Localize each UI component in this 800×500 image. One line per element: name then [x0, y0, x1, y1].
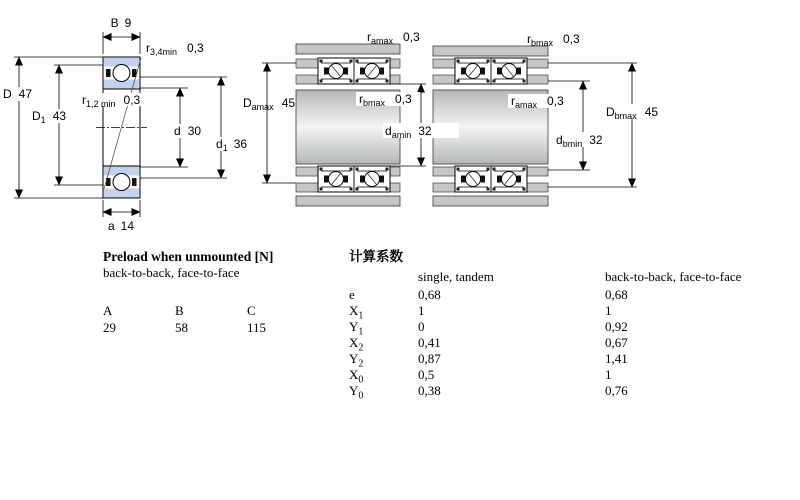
dim-D — [1, 57, 103, 198]
dim-a-label: a 14 — [107, 219, 135, 233]
dim-B — [103, 16, 140, 54]
dim-r34-label: $r_{3,4min}$ 0,3 — [146, 41, 204, 57]
shoulder-stub — [433, 75, 455, 84]
shoulder-stub — [296, 75, 318, 84]
dim-d-bmin-label: $d_{bmin}$ 32 — [556, 133, 603, 149]
cage-mark — [132, 178, 137, 186]
bearing-section — [493, 168, 526, 191]
dim-r-bmax-label-middle: $r_{bmax}$ 0,3 — [359, 92, 412, 108]
shoulder-stub — [390, 75, 400, 84]
preload-header-a: A — [103, 303, 113, 318]
housing-band-bottom — [433, 196, 548, 206]
dim-D-bmax-label: $D_{bmax}$ 45 — [606, 105, 659, 121]
mounting-diagram-right — [433, 32, 665, 206]
bearing-section — [493, 60, 526, 83]
preload-header-c: C — [247, 303, 256, 318]
factors-row-x2: $X_2$ 0,41 0,67 — [349, 335, 628, 354]
factors-col1-header: single, tandem — [418, 269, 494, 284]
shoulder-stub — [296, 59, 318, 68]
dim-D-amax — [243, 63, 296, 183]
shoulder-stub — [390, 183, 400, 192]
dim-r-bmax-label-right: $r_{bmax}$ 0,3 — [527, 32, 580, 48]
dim-r12-label: $r_{1,2 min}$ 0,3 — [82, 93, 141, 109]
dim-D1 — [30, 65, 103, 185]
factors-row-x0: $X_0$ 0,5 1 — [349, 367, 612, 386]
bearing-section — [457, 60, 490, 83]
preload-table — [103, 249, 343, 337]
shoulder-stub — [296, 167, 318, 176]
dim-d — [140, 88, 201, 167]
shoulder-stub — [433, 59, 455, 68]
shoulder-stub — [527, 59, 548, 68]
preload-table-subtitle: back-to-back, face-to-face — [103, 265, 240, 280]
dim-d1-label: $d_1$ 36 — [216, 137, 248, 153]
shoulder-stub — [390, 59, 400, 68]
preload-table-title: Preload when unmounted [N] — [103, 249, 274, 264]
shoulder-stub — [527, 183, 548, 192]
dim-D-amax-label: $D_{amax}$ 45 — [243, 96, 296, 112]
housing-band-bottom — [296, 196, 400, 206]
dim-d-label: d 30 — [174, 124, 202, 138]
calculation-factors-table — [349, 249, 779, 402]
cage-mark — [106, 69, 111, 77]
factors-row-x1: $X_1$ 1 1 — [349, 303, 612, 322]
preload-value-a: 29 — [103, 320, 116, 335]
bearing-section — [356, 60, 389, 83]
mounting-diagram-middle — [243, 30, 459, 206]
shoulder-stub — [296, 183, 318, 192]
dim-D-bmax — [548, 63, 665, 187]
bearing-cross-section — [1, 16, 248, 233]
shoulder-stub — [527, 75, 548, 84]
preload-value-b: 58 — [175, 320, 188, 335]
bearing-section — [320, 60, 353, 83]
preload-header-b: B — [175, 303, 184, 318]
factors-row-y2: $Y_2$ 0,87 1,41 — [349, 351, 628, 370]
bearing-section — [457, 168, 490, 191]
factors-row-y0: $Y_0$ 0,38 0,76 — [349, 383, 628, 402]
dim-d-amin-label: $d_{amin}$ 32 — [385, 124, 432, 140]
dim-D-label: D 47 — [3, 87, 33, 101]
dim-D1-label: $D_1$ 43 — [32, 109, 67, 125]
factors-row-e: e 0,68 0,68 — [349, 287, 628, 302]
preload-value-row — [103, 320, 343, 337]
factors-col2-header: back-to-back, face-to-face — [605, 269, 742, 284]
ball-top — [113, 65, 130, 82]
dim-B-label: B 9 — [110, 16, 132, 30]
shoulder-stub — [433, 167, 455, 176]
shoulder-stub — [433, 183, 455, 192]
shoulder-stub — [527, 167, 548, 176]
dim-r-bmax-middle — [356, 92, 420, 108]
bearing-section — [320, 168, 353, 191]
ball-bottom — [113, 174, 130, 191]
factors-header-row — [349, 269, 779, 285]
dim-r-amax-label-right: $r_{amax}$ 0,3 — [511, 94, 564, 110]
dim-a — [103, 200, 140, 233]
diagram-strip — [0, 0, 800, 245]
factors-row-y1: $Y_1$ 0 0,92 — [349, 319, 628, 338]
dim-r12 — [80, 93, 142, 109]
factors-table-title: 计算系数 — [349, 249, 403, 264]
preload-header-row — [103, 303, 343, 320]
bearing-section — [356, 168, 389, 191]
dim-r-amax-label-middle: $r_{amax}$ 0,3 — [367, 30, 420, 46]
preload-value-c: 115 — [247, 320, 267, 335]
dim-r-amax-right — [508, 94, 568, 110]
shoulder-stub — [390, 167, 400, 176]
